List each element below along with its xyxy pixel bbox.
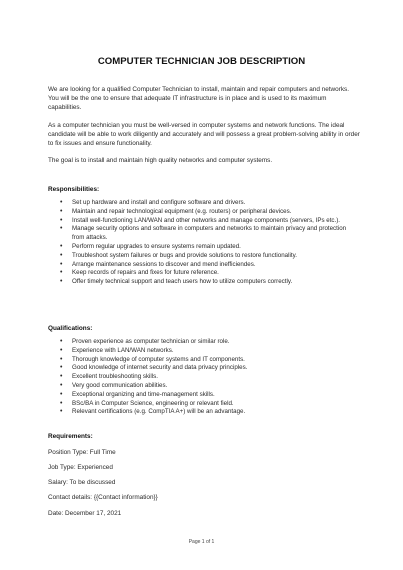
list-item: • Perform regular upgrades to ensure systems remain updated. <box>60 242 241 250</box>
bullet-icon: • <box>60 346 63 354</box>
intro-paragraph-2: As a computer technician you must be well-versed in computer systems and network functions. The ideal candidate will be able to work diligently and accurately and will possess a great problem-solving ability in order to fix issues and ensure functionality. <box>48 122 360 148</box>
bullet-icon: • <box>60 408 63 416</box>
bullet-icon: • <box>60 242 63 250</box>
bullet-icon: • <box>60 251 63 259</box>
requirements-heading: Requirements: <box>48 433 93 440</box>
list-item: • Very good communication abilities. <box>60 381 168 389</box>
contact-details-line: Contact details: {{Contact information}} <box>48 494 158 501</box>
list-item: • Maintain and repair technological equipment (e.g. routers) or peripheral devices. <box>60 207 292 215</box>
bullet-icon: • <box>60 260 63 268</box>
list-item: • Arrange maintenance sessions to discover and mend inefficiendes. <box>60 260 256 268</box>
list-item: • Exceptional organizing and time-management skills. <box>60 390 215 398</box>
bullet-icon: • <box>60 199 63 206</box>
list-item: • BSc/BA in Computer Science, engineering or relevant field. <box>60 399 234 407</box>
responsibilities-list <box>48 199 360 287</box>
list-item: • Good knowledge of internet security and data privacy principles. <box>60 364 248 372</box>
bullet-icon: • <box>60 338 63 345</box>
page-number: Page 1 of 1 <box>188 539 215 545</box>
list-item: • Thorough knowledge of computer systems and IT components. <box>60 355 245 363</box>
list-item: • Install well-functioning LAN/WAN and other networks and manage components (servers, IPs etc.). <box>60 216 341 224</box>
list-item: • Offer timely technical support and teach users how to utilize computers correctly. <box>60 278 293 286</box>
list-item: • Excellent troubleshooting skills. <box>60 373 158 381</box>
intro-paragraph-3: The goal is to install and maintain high quality networks and computer systems. <box>48 157 273 164</box>
intro-paragraph-1: We are looking for a qualified Computer Technician to install, maintain and repair computers and networks. You will be the one to ensure that adequate IT infrastructure is in place and is used to its maximum capabilities. <box>48 86 349 112</box>
list-item: • Troubleshoot system failures or bugs and provide solutions to restore functionality. <box>60 251 297 259</box>
bullet-icon: • <box>60 207 63 215</box>
bullet-icon: • <box>60 373 63 381</box>
bullet-icon: • <box>60 216 63 224</box>
list-item: • Set up hardware and install and configure software and drivers. <box>60 199 246 206</box>
date-line: Date: December 17, 2021 <box>48 510 122 517</box>
bullet-icon: • <box>60 364 63 372</box>
job-type-line: Job Type: Experienced <box>48 464 113 471</box>
bullet-icon: • <box>60 278 63 286</box>
bullet-icon: • <box>60 390 63 398</box>
bullet-icon: • <box>60 355 63 363</box>
position-type-line: Position Type: Full Time <box>48 449 116 456</box>
list-item: • Experience with LAN/WAN networks. <box>60 346 174 354</box>
list-item: • Relevant certifications (e.g. CompTIA A+) will be an advantage. <box>60 408 246 416</box>
salary-line: Salary: To be discussed <box>48 479 116 486</box>
qualifications-list <box>48 338 360 417</box>
list-item: • Keep records of repairs and fixes for future reference. <box>60 269 219 277</box>
bullet-icon: • <box>60 269 63 277</box>
qualifications-heading: Qualifications: <box>48 325 93 332</box>
document-title: COMPUTER TECHNICIAN JOB DESCRIPTION <box>97 56 306 67</box>
list-item: • Manage security options and software in computers and networks to maintain privacy and protection from attacks. <box>60 225 347 242</box>
bullet-icon: • <box>60 225 63 233</box>
bullet-icon: • <box>60 381 63 389</box>
list-item: • Proven experience as computer technician or similar role. <box>60 338 230 345</box>
bullet-icon: • <box>60 399 63 407</box>
responsibilities-heading: Responsibilities: <box>48 186 100 193</box>
